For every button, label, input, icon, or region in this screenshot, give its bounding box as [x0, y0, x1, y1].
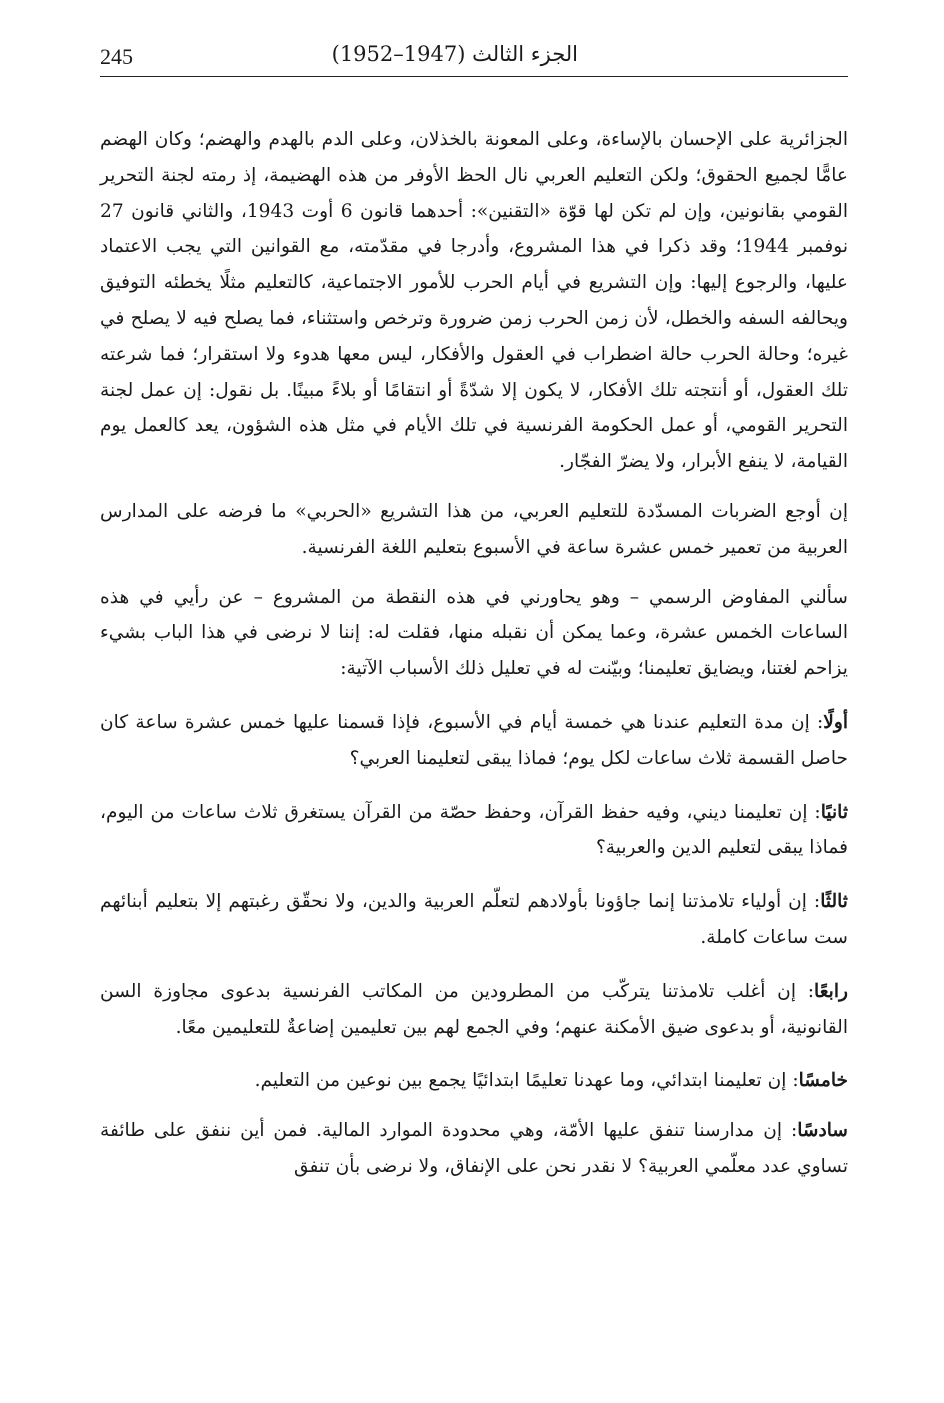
reason-second [100, 795, 848, 867]
paragraph-arabic-education [100, 494, 848, 566]
reason-text: : إن مدة التعليم عندنا هي خمسة أيام في الأسبوع، فإذا قسمنا عليها خمس عشرة ساعة كان حاصل القسمة ثلاث ساعات لكل يوم؛ فماذا يبقى لتعليمنا العربي؟ [100, 711, 848, 769]
reason-lead: أولًا [823, 711, 848, 733]
reason-lead: ثالثًا [820, 891, 848, 913]
reason-text: : إن أولياء تلامذتنا إنما جاؤونا بأولادهم لتعلّم العربية والدين، ولا نحقّق رغبتهم إلا بتعليم أبنائهم ست ساعات كاملة. [100, 891, 848, 948]
header-rule [100, 76, 848, 77]
reason-first [100, 705, 848, 777]
reason-lead: سادسًا [797, 1120, 848, 1142]
paragraph-continuation [100, 122, 848, 480]
paragraph-text: إن أوجع الضربات المسدّدة للتعليم العربي، من هذا التشريع «الحربي» ما فرضه على المدارس العربية من تعمير خمس عشرة ساعة في الأسبوع بتعليم اللغة الفرنسية. [100, 500, 848, 558]
reason-text: : إن تعليمنا ابتدائي، وما عهدنا تعليمًا ابتدائيًا يجمع بين نوعين من التعليم. [254, 1070, 799, 1092]
page-header [100, 30, 848, 78]
paragraph-text: الجزائرية على الإحسان بالإساءة، وعلى المعونة بالخذلان، وعلى الدم بالهدم والهضم؛ وكان الهضم عامًّا لجميع الحقوق؛ ولكن التعليم العربي نال الحظ الأوفر من هذه الهضيمة، إذ رمته لجنة التحرير القومي بقانونين، وإن لم تكن لها قوّة «التقنين»: أحدهما قانون 6 أوت 1943، والثاني قانون 27 نوفمبر 1944؛ وقد ذكرا في هذا المشروع، وأدرجا في مقدّمته، مع القوانين التي يجب الاعتماد عليها، والرجوع إليها: وإن التشريع في أيام الحرب للأمور الاجتماعية، كالتعليم مثلًا يخطئه التوفيق ويحالفه السفه والخطل، لأن زمن الحرب زمن ضرورة وترخص واستثناء، فما يصلح فيه لا يصلح في غيره؛ وحالة الحرب حالة اضطراب في العقول والأفكار، ليس معها هدوء ولا استقرار؛ فما شرعته تلك العقول، أو أنتجته تلك الأفكار، لا يكون إلا شدّةً أو انتقامًا أو بلاءً مبينًا. بل نقول: إن عمل لجنة التحرير القومي، أو عمل الحكومة الفرنسية في تلك الأيام في مثل هذه الشؤون، يعد كالعمل يوم القيامة، لا ينفع الأبرار، ولا يضرّ الفجّار. [100, 129, 849, 473]
reason-lead: ثانيًا [820, 801, 848, 823]
running-head: الجزء الثالث (1947–1952) [331, 42, 578, 66]
page-number: 245 [100, 44, 133, 69]
reason-lead: رابعًا [814, 980, 848, 1002]
reason-sixth [100, 1113, 848, 1185]
paragraph-negotiator [100, 580, 848, 687]
book-page [100, 30, 848, 1370]
reason-text: : إن أغلب تلامذتنا يتركّب من المطرودين من المكاتب الفرنسية بدعوى مجاوزة السن القانونية، أو بدعوى ضيق الأمكنة عنهم؛ وفي الجمع لهم بين تعليمين إضاعةٌ للتعليمين معًا. [100, 980, 848, 1038]
reason-text: : إن تعليمنا ديني، وفيه حفظ القرآن، وحفظ حصّة من القرآن يستغرق ثلاث ساعات من اليوم، فماذا يبقى لتعليم الدين والعربية؟ [100, 801, 848, 859]
reason-fourth [100, 974, 848, 1046]
reason-text: : إن مدارسنا تنفق عليها الأمّة، وهي محدودة الموارد المالية. فمن أين ننفق على طائفة تساوي عدد معلّمي العربية؟ لا نقدر نحن على الإنفاق، ولا نرضى بأن تنفق [100, 1120, 848, 1177]
paragraph-text: سألني المفاوض الرسمي – وهو يحاورني في هذه النقطة من المشروع – عن رأيي في هذه الساعات الخمس عشرة، وعما يمكن أن نقبله منها، فقلت له: إننا لا نرضى في هذا الباب بشيء يزاحم لغتنا، ويضايق تعليمنا؛ وبيّنت له في تعليل ذلك الأسباب الآتية: [100, 586, 848, 680]
reason-fifth [100, 1063, 848, 1099]
body-text [100, 122, 848, 1203]
reason-third [100, 884, 848, 956]
reason-lead: خامسًا [798, 1070, 848, 1092]
